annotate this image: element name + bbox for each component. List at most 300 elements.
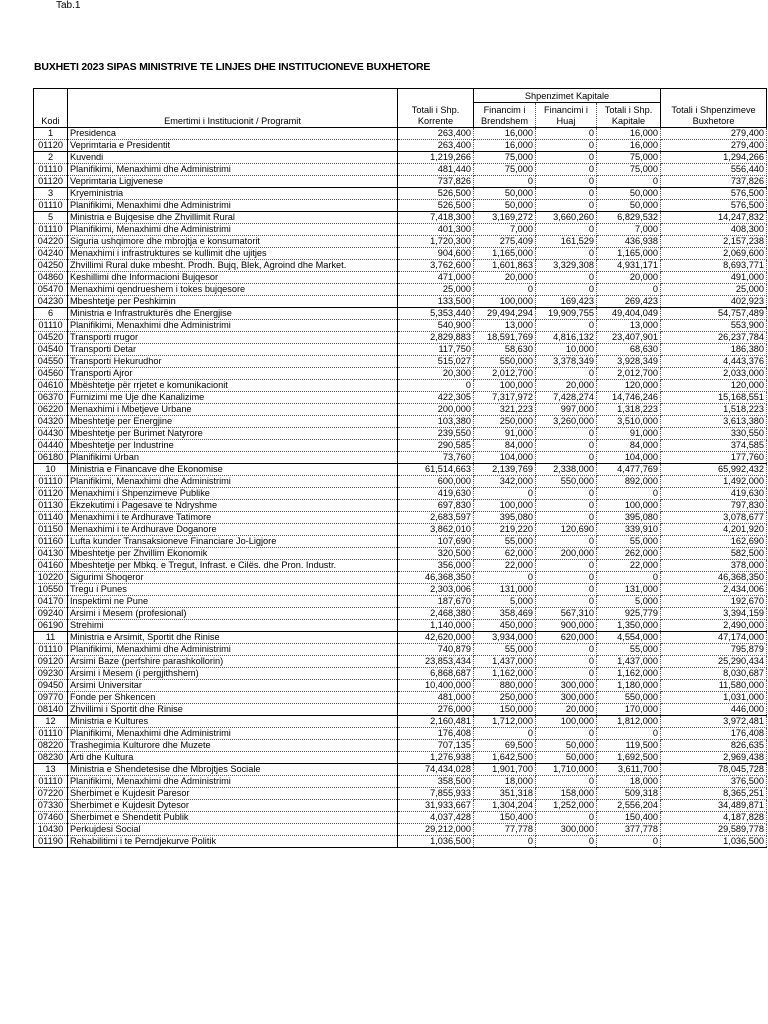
row-emertimi: Sherbimet e Shendetit Publik — [68, 812, 398, 824]
program-row — [34, 500, 767, 512]
row-financim-brendshem: 69,500 — [474, 740, 536, 752]
ministry-row — [34, 308, 767, 320]
row-financim-huaj: 161,529 — [536, 236, 597, 248]
row-kodi: 01160 — [34, 536, 68, 548]
row-financim-brendshem: 0 — [474, 728, 536, 740]
row-financim-brendshem: 7,317,972 — [474, 392, 536, 404]
row-kodi: 04230 — [34, 296, 68, 308]
row-totali-shpenzimeve: 446,000 — [661, 704, 767, 716]
row-financim-brendshem: 20,000 — [474, 272, 536, 284]
row-financim-brendshem: 18,591,769 — [474, 332, 536, 344]
row-emertimi: Ekzekutimi i Pagesave te Ndryshme — [68, 500, 398, 512]
row-totali-shpenzimeve: 47,174,000 — [661, 632, 767, 644]
row-totali-kapitale: 339,910 — [597, 524, 661, 536]
row-financim-huaj: 1,710,000 — [536, 764, 597, 776]
row-financim-huaj: 2,338,000 — [536, 464, 597, 476]
row-kodi: 1 — [34, 128, 68, 140]
row-emertimi: Menaxhimi i infrastruktures se kullimit dhe ujitjes — [68, 248, 398, 260]
row-totali-shpenzimeve: 376,500 — [661, 776, 767, 788]
row-financim-brendshem: 13,000 — [474, 320, 536, 332]
row-emertimi: Strehimi — [68, 620, 398, 632]
row-kodi: 06370 — [34, 392, 68, 404]
program-row — [34, 524, 767, 536]
header-totali-shpenzimeve — [661, 89, 767, 128]
row-totali-shpenzimeve: 11,580,000 — [661, 680, 767, 692]
row-totali-korrente: 2,160,481 — [398, 716, 474, 728]
row-totali-shpenzimeve: 576,500 — [661, 200, 767, 212]
row-emertimi: Ministria e Financave dhe Ekonomise — [68, 464, 398, 476]
row-financim-brendshem: 351,318 — [474, 788, 536, 800]
row-financim-huaj: 169,423 — [536, 296, 597, 308]
row-financim-brendshem: 75,000 — [474, 152, 536, 164]
row-totali-shpenzimeve: 279,400 — [661, 128, 767, 140]
row-kodi: 07460 — [34, 812, 68, 824]
row-financim-huaj: 0 — [536, 176, 597, 188]
row-totali-shpenzimeve: 1,518,223 — [661, 404, 767, 416]
row-emertimi: Menaxhimi i Shpenzimeve Publike — [68, 488, 398, 500]
row-emertimi: Sherbimet e Kujdesit Dytesor — [68, 800, 398, 812]
row-financim-brendshem: 275,409 — [474, 236, 536, 248]
row-financim-brendshem: 75,000 — [474, 164, 536, 176]
row-totali-korrente: 10,400,000 — [398, 680, 474, 692]
row-totali-kapitale: 0 — [597, 488, 661, 500]
row-totali-shpenzimeve: 4,187,828 — [661, 812, 767, 824]
row-totali-shpenzimeve: 374,585 — [661, 440, 767, 452]
row-financim-huaj: 0 — [536, 572, 597, 584]
row-totali-shpenzimeve: 737,826 — [661, 176, 767, 188]
row-kodi: 07330 — [34, 800, 68, 812]
row-financim-brendshem: 250,000 — [474, 692, 536, 704]
row-totali-korrente: 74,434,028 — [398, 764, 474, 776]
row-emertimi: Mbeshtetje per Peshkimin — [68, 296, 398, 308]
row-totali-shpenzimeve: 2,069,600 — [661, 248, 767, 260]
row-financim-brendshem: 100,000 — [474, 500, 536, 512]
header-financim-brendshem — [474, 103, 536, 128]
row-financim-brendshem: 0 — [474, 176, 536, 188]
row-totali-kapitale: 1,350,000 — [597, 620, 661, 632]
row-financim-huaj: 200,000 — [536, 548, 597, 560]
row-financim-huaj: 120,690 — [536, 524, 597, 536]
program-row — [34, 608, 767, 620]
program-row — [34, 476, 767, 488]
row-financim-brendshem: 104,000 — [474, 452, 536, 464]
row-emertimi: Mbeshtetje per Burimet Natyrore — [68, 428, 398, 440]
row-totali-shpenzimeve: 1,031,000 — [661, 692, 767, 704]
row-kodi: 09450 — [34, 680, 68, 692]
row-financim-brendshem: 100,000 — [474, 380, 536, 392]
row-emertimi: Arsimi Baze (perfshire parashkollorin) — [68, 656, 398, 668]
row-financim-brendshem: 62,000 — [474, 548, 536, 560]
row-kodi: 6 — [34, 308, 68, 320]
row-financim-brendshem: 1,601,863 — [474, 260, 536, 272]
row-financim-huaj: 0 — [536, 164, 597, 176]
row-emertimi: Zhvillimi Rural duke mbesht. Prodh. Bujq, Blek, Agroind dhe Market. — [68, 260, 398, 272]
row-emertimi: Rehabilitimi i te Perndjekurve Politik — [68, 836, 398, 848]
row-totali-korrente: 1,720,300 — [398, 236, 474, 248]
row-totali-kapitale: 0 — [597, 176, 661, 188]
row-totali-korrente: 2,468,380 — [398, 608, 474, 620]
row-totali-korrente: 515,027 — [398, 356, 474, 368]
program-row — [34, 776, 767, 788]
row-financim-brendshem: 3,169,272 — [474, 212, 536, 224]
row-financim-huaj: 0 — [536, 440, 597, 452]
row-totali-shpenzimeve: 1,036,500 — [661, 836, 767, 848]
row-financim-brendshem: 1,901,700 — [474, 764, 536, 776]
row-totali-korrente: 31,933,667 — [398, 800, 474, 812]
row-kodi: 08220 — [34, 740, 68, 752]
row-financim-brendshem: 18,000 — [474, 776, 536, 788]
header-totali-kapitale-label: Totali i Shp. Kapitale — [604, 105, 653, 126]
row-emertimi: Planifikimi, Menaxhimi dhe Administrimi — [68, 224, 398, 236]
row-totali-shpenzimeve: 408,300 — [661, 224, 767, 236]
row-kodi: 09230 — [34, 668, 68, 680]
row-totali-korrente: 3,762,600 — [398, 260, 474, 272]
row-totali-kapitale: 131,000 — [597, 584, 661, 596]
row-emertimi: Arsimi i Mesem (i pergjithshem) — [68, 668, 398, 680]
row-totali-kapitale: 104,000 — [597, 452, 661, 464]
row-kodi: 04170 — [34, 596, 68, 608]
program-row — [34, 416, 767, 428]
row-emertimi: Mbeshtetje per Energjine — [68, 416, 398, 428]
row-kodi: 01110 — [34, 200, 68, 212]
program-row — [34, 272, 767, 284]
program-row — [34, 488, 767, 500]
row-totali-korrente: 358,500 — [398, 776, 474, 788]
row-financim-brendshem: 358,469 — [474, 608, 536, 620]
row-totali-shpenzimeve: 826,635 — [661, 740, 767, 752]
row-emertimi: Planifikimi, Menaxhimi dhe Administrimi — [68, 728, 398, 740]
row-kodi: 01110 — [34, 644, 68, 656]
row-financim-huaj: 300,000 — [536, 692, 597, 704]
row-financim-brendshem: 22,000 — [474, 560, 536, 572]
row-kodi: 10 — [34, 464, 68, 476]
row-financim-brendshem: 250,000 — [474, 416, 536, 428]
row-financim-huaj: 20,000 — [536, 704, 597, 716]
row-financim-brendshem: 321,223 — [474, 404, 536, 416]
row-financim-brendshem: 1,712,000 — [474, 716, 536, 728]
row-financim-huaj: 0 — [536, 452, 597, 464]
budget-table — [33, 88, 767, 848]
row-kodi: 06220 — [34, 404, 68, 416]
row-financim-huaj: 0 — [536, 128, 597, 140]
row-totali-shpenzimeve: 4,443,376 — [661, 356, 767, 368]
row-financim-brendshem: 1,437,000 — [474, 656, 536, 668]
row-totali-korrente: 320,500 — [398, 548, 474, 560]
row-totali-shpenzimeve: 8,365,251 — [661, 788, 767, 800]
row-financim-huaj: 50,000 — [536, 740, 597, 752]
row-totali-shpenzimeve: 120,000 — [661, 380, 767, 392]
program-row — [34, 368, 767, 380]
row-financim-brendshem: 0 — [474, 284, 536, 296]
row-totali-korrente: 239,550 — [398, 428, 474, 440]
row-emertimi: Inspektimi ne Pune — [68, 596, 398, 608]
row-totali-shpenzimeve: 1,294,266 — [661, 152, 767, 164]
row-kodi: 09240 — [34, 608, 68, 620]
row-totali-kapitale: 50,000 — [597, 188, 661, 200]
row-totali-kapitale: 262,000 — [597, 548, 661, 560]
row-totali-kapitale: 0 — [597, 836, 661, 848]
program-row — [34, 836, 767, 848]
header-financim-huaj-label: Financimi i Huaj — [544, 105, 588, 126]
row-financim-huaj: 0 — [536, 188, 597, 200]
row-kodi: 04440 — [34, 440, 68, 452]
program-row — [34, 812, 767, 824]
row-emertimi: Fonde per Shkencen — [68, 692, 398, 704]
row-financim-huaj: 3,260,000 — [536, 416, 597, 428]
row-kodi: 09770 — [34, 692, 68, 704]
row-financim-huaj: 7,428,274 — [536, 392, 597, 404]
row-kodi: 06180 — [34, 452, 68, 464]
row-totali-korrente: 7,855,933 — [398, 788, 474, 800]
row-totali-shpenzimeve: 4,201,920 — [661, 524, 767, 536]
row-financim-brendshem: 1,162,000 — [474, 668, 536, 680]
row-totali-kapitale: 14,746,246 — [597, 392, 661, 404]
row-totali-shpenzimeve: 26,237,784 — [661, 332, 767, 344]
row-totali-shpenzimeve: 186,380 — [661, 344, 767, 356]
header-totali-korrente — [398, 89, 474, 128]
row-totali-kapitale: 75,000 — [597, 164, 661, 176]
row-totali-kapitale: 150,400 — [597, 812, 661, 824]
row-emertimi: Arti dhe Kultura — [68, 752, 398, 764]
row-totali-shpenzimeve: 491,000 — [661, 272, 767, 284]
ministry-row — [34, 152, 767, 164]
row-emertimi: Ministria e Arsimit, Sportit dhe Rinise — [68, 632, 398, 644]
program-row — [34, 668, 767, 680]
row-emertimi: Planifikimi Urban — [68, 452, 398, 464]
row-kodi: 04540 — [34, 344, 68, 356]
row-totali-korrente: 0 — [398, 380, 474, 392]
row-financim-huaj: 0 — [536, 812, 597, 824]
program-row — [34, 380, 767, 392]
row-financim-huaj: 0 — [536, 488, 597, 500]
row-kodi: 04240 — [34, 248, 68, 260]
row-kodi: 04320 — [34, 416, 68, 428]
row-totali-korrente: 526,500 — [398, 200, 474, 212]
program-row — [34, 656, 767, 668]
row-totali-shpenzimeve: 34,489,871 — [661, 800, 767, 812]
row-financim-brendshem: 1,642,500 — [474, 752, 536, 764]
row-financim-huaj: 0 — [536, 836, 597, 848]
row-financim-brendshem: 16,000 — [474, 128, 536, 140]
row-totali-kapitale: 2,556,204 — [597, 800, 661, 812]
row-kodi: 04560 — [34, 368, 68, 380]
row-kodi: 11 — [34, 632, 68, 644]
row-financim-huaj: 1,252,000 — [536, 800, 597, 812]
row-emertimi: Planifikimi, Menaxhimi dhe Administrimi — [68, 200, 398, 212]
row-financim-huaj: 0 — [536, 140, 597, 152]
row-financim-huaj: 0 — [536, 224, 597, 236]
program-row — [34, 164, 767, 176]
row-financim-brendshem: 0 — [474, 572, 536, 584]
row-financim-huaj: 0 — [536, 668, 597, 680]
row-totali-kapitale: 1,165,000 — [597, 248, 661, 260]
program-row — [34, 284, 767, 296]
row-financim-huaj: 0 — [536, 248, 597, 260]
row-totali-korrente: 481,000 — [398, 692, 474, 704]
row-financim-huaj: 10,000 — [536, 344, 597, 356]
row-totali-shpenzimeve: 14,247,832 — [661, 212, 767, 224]
row-financim-brendshem: 29,494,294 — [474, 308, 536, 320]
row-totali-kapitale: 3,928,349 — [597, 356, 661, 368]
row-totali-korrente: 4,037,428 — [398, 812, 474, 824]
row-totali-shpenzimeve: 29,589,778 — [661, 824, 767, 836]
row-totali-korrente: 707,135 — [398, 740, 474, 752]
program-row — [34, 236, 767, 248]
row-emertimi: Mbështetje për rrjetet e komunikacionit — [68, 380, 398, 392]
row-financim-brendshem: 55,000 — [474, 536, 536, 548]
ministry-row — [34, 716, 767, 728]
program-row — [34, 344, 767, 356]
row-totali-kapitale: 1,692,500 — [597, 752, 661, 764]
row-kodi: 01120 — [34, 176, 68, 188]
row-totali-korrente: 1,140,000 — [398, 620, 474, 632]
program-row — [34, 728, 767, 740]
page-title: BUXHETI 2023 SIPAS MINISTRIVE TE LINJES DHE INSTITUCIONEVE BUXHETORE — [34, 61, 431, 73]
row-emertimi: Planifikimi, Menaxhimi dhe Administrimi — [68, 644, 398, 656]
row-totali-korrente: 2,683,597 — [398, 512, 474, 524]
program-row — [34, 452, 767, 464]
budget-table-body — [34, 128, 767, 848]
row-totali-korrente: 263,400 — [398, 128, 474, 140]
row-totali-korrente: 290,585 — [398, 440, 474, 452]
row-financim-huaj: 3,660,260 — [536, 212, 597, 224]
row-totali-kapitale: 100,000 — [597, 500, 661, 512]
row-financim-brendshem: 131,000 — [474, 584, 536, 596]
row-emertimi: Menaxhimi i te Ardhurave Doganore — [68, 524, 398, 536]
row-emertimi: Trashegimia Kulturore dhe Muzete — [68, 740, 398, 752]
row-totali-shpenzimeve: 25,000 — [661, 284, 767, 296]
row-kodi: 05470 — [34, 284, 68, 296]
row-financim-huaj: 0 — [536, 728, 597, 740]
row-totali-shpenzimeve: 176,408 — [661, 728, 767, 740]
row-kodi: 07220 — [34, 788, 68, 800]
row-financim-brendshem: 342,000 — [474, 476, 536, 488]
row-financim-huaj: 620,000 — [536, 632, 597, 644]
program-row — [34, 260, 767, 272]
row-totali-shpenzimeve: 795,879 — [661, 644, 767, 656]
row-financim-brendshem: 58,630 — [474, 344, 536, 356]
row-totali-shpenzimeve: 162,690 — [661, 536, 767, 548]
row-financim-huaj: 0 — [536, 776, 597, 788]
row-kodi: 04550 — [34, 356, 68, 368]
program-row — [34, 596, 767, 608]
header-emertimi: Emertimi i Institucionit / Programit — [68, 89, 398, 128]
row-kodi: 01110 — [34, 728, 68, 740]
row-emertimi: Furnizimi me Uje dhe Kanalizime — [68, 392, 398, 404]
row-emertimi: Tregu i Punes — [68, 584, 398, 596]
row-emertimi: Mbeshtetje per Mbkq. e Tregut, Infrast. e Cilës. dhe Pron. Industr. — [68, 560, 398, 572]
row-kodi: 01110 — [34, 164, 68, 176]
row-kodi: 01110 — [34, 776, 68, 788]
row-financim-brendshem: 55,000 — [474, 644, 536, 656]
row-financim-brendshem: 150,000 — [474, 704, 536, 716]
row-financim-brendshem: 450,000 — [474, 620, 536, 632]
row-totali-korrente: 540,900 — [398, 320, 474, 332]
program-row — [34, 296, 767, 308]
row-totali-kapitale: 0 — [597, 572, 661, 584]
row-totali-korrente: 3,862,010 — [398, 524, 474, 536]
row-emertimi: Sigurimi Shoqeror — [68, 572, 398, 584]
header-totali-korrente-label: Totali i Shp. Korrente — [411, 105, 460, 126]
row-totali-korrente: 526,500 — [398, 188, 474, 200]
header-kodi: Kodi — [34, 89, 68, 128]
row-totali-kapitale: 0 — [597, 284, 661, 296]
row-totali-korrente: 481,440 — [398, 164, 474, 176]
row-totali-shpenzimeve: 3,613,380 — [661, 416, 767, 428]
row-emertimi: Ministria e Infrastrukturës dhe Energjise — [68, 308, 398, 320]
row-emertimi: Siguria ushqimore dhe mbrojtja e konsumatorit — [68, 236, 398, 248]
row-kodi: 01120 — [34, 488, 68, 500]
row-financim-huaj: 158,000 — [536, 788, 597, 800]
program-row — [34, 320, 767, 332]
row-emertimi: Kryeministria — [68, 188, 398, 200]
program-row — [34, 440, 767, 452]
row-financim-huaj: 0 — [536, 284, 597, 296]
row-kodi: 01150 — [34, 524, 68, 536]
program-row — [34, 200, 767, 212]
row-totali-korrente: 401,300 — [398, 224, 474, 236]
row-totali-kapitale: 4,554,000 — [597, 632, 661, 644]
row-totali-kapitale: 1,162,000 — [597, 668, 661, 680]
row-totali-shpenzimeve: 419,630 — [661, 488, 767, 500]
row-kodi: 01130 — [34, 500, 68, 512]
ministry-row — [34, 188, 767, 200]
row-financim-huaj: 50,000 — [536, 752, 597, 764]
row-totali-shpenzimeve: 2,157,238 — [661, 236, 767, 248]
row-financim-huaj: 19,909,755 — [536, 308, 597, 320]
row-financim-huaj: 900,000 — [536, 620, 597, 632]
program-row — [34, 176, 767, 188]
program-row — [34, 356, 767, 368]
row-totali-kapitale: 4,477,769 — [597, 464, 661, 476]
row-totali-shpenzimeve: 797,830 — [661, 500, 767, 512]
row-financim-huaj: 3,329,308 — [536, 260, 597, 272]
program-row — [34, 752, 767, 764]
row-kodi: 01140 — [34, 512, 68, 524]
row-totali-shpenzimeve: 8,030,687 — [661, 668, 767, 680]
row-financim-brendshem: 7,000 — [474, 224, 536, 236]
row-financim-brendshem: 880,000 — [474, 680, 536, 692]
program-row — [34, 332, 767, 344]
row-kodi: 01110 — [34, 320, 68, 332]
row-kodi: 04610 — [34, 380, 68, 392]
row-kodi: 08140 — [34, 704, 68, 716]
row-totali-korrente: 1,276,938 — [398, 752, 474, 764]
program-row — [34, 620, 767, 632]
row-emertimi: Mbeshtetje per Industrine — [68, 440, 398, 452]
row-financim-brendshem: 50,000 — [474, 200, 536, 212]
row-financim-brendshem: 3,934,000 — [474, 632, 536, 644]
row-totali-korrente: 133,500 — [398, 296, 474, 308]
row-kodi: 01190 — [34, 836, 68, 848]
row-emertimi: Planifikimi, Menaxhimi dhe Administrimi — [68, 320, 398, 332]
row-totali-korrente: 7,418,300 — [398, 212, 474, 224]
row-emertimi: Ministria e Kultures — [68, 716, 398, 728]
row-totali-kapitale: 16,000 — [597, 140, 661, 152]
row-totali-shpenzimeve: 177,760 — [661, 452, 767, 464]
row-totali-korrente: 42,620,000 — [398, 632, 474, 644]
row-totali-kapitale: 0 — [597, 728, 661, 740]
row-totali-shpenzimeve: 8,693,771 — [661, 260, 767, 272]
row-emertimi: Veprimtaria Ligjvenese — [68, 176, 398, 188]
program-row — [34, 428, 767, 440]
row-financim-brendshem: 50,000 — [474, 188, 536, 200]
row-totali-kapitale: 4,931,171 — [597, 260, 661, 272]
row-totali-shpenzimeve: 556,440 — [661, 164, 767, 176]
row-financim-huaj: 0 — [536, 536, 597, 548]
row-emertimi: Presidenca — [68, 128, 398, 140]
row-totali-kapitale: 55,000 — [597, 644, 661, 656]
